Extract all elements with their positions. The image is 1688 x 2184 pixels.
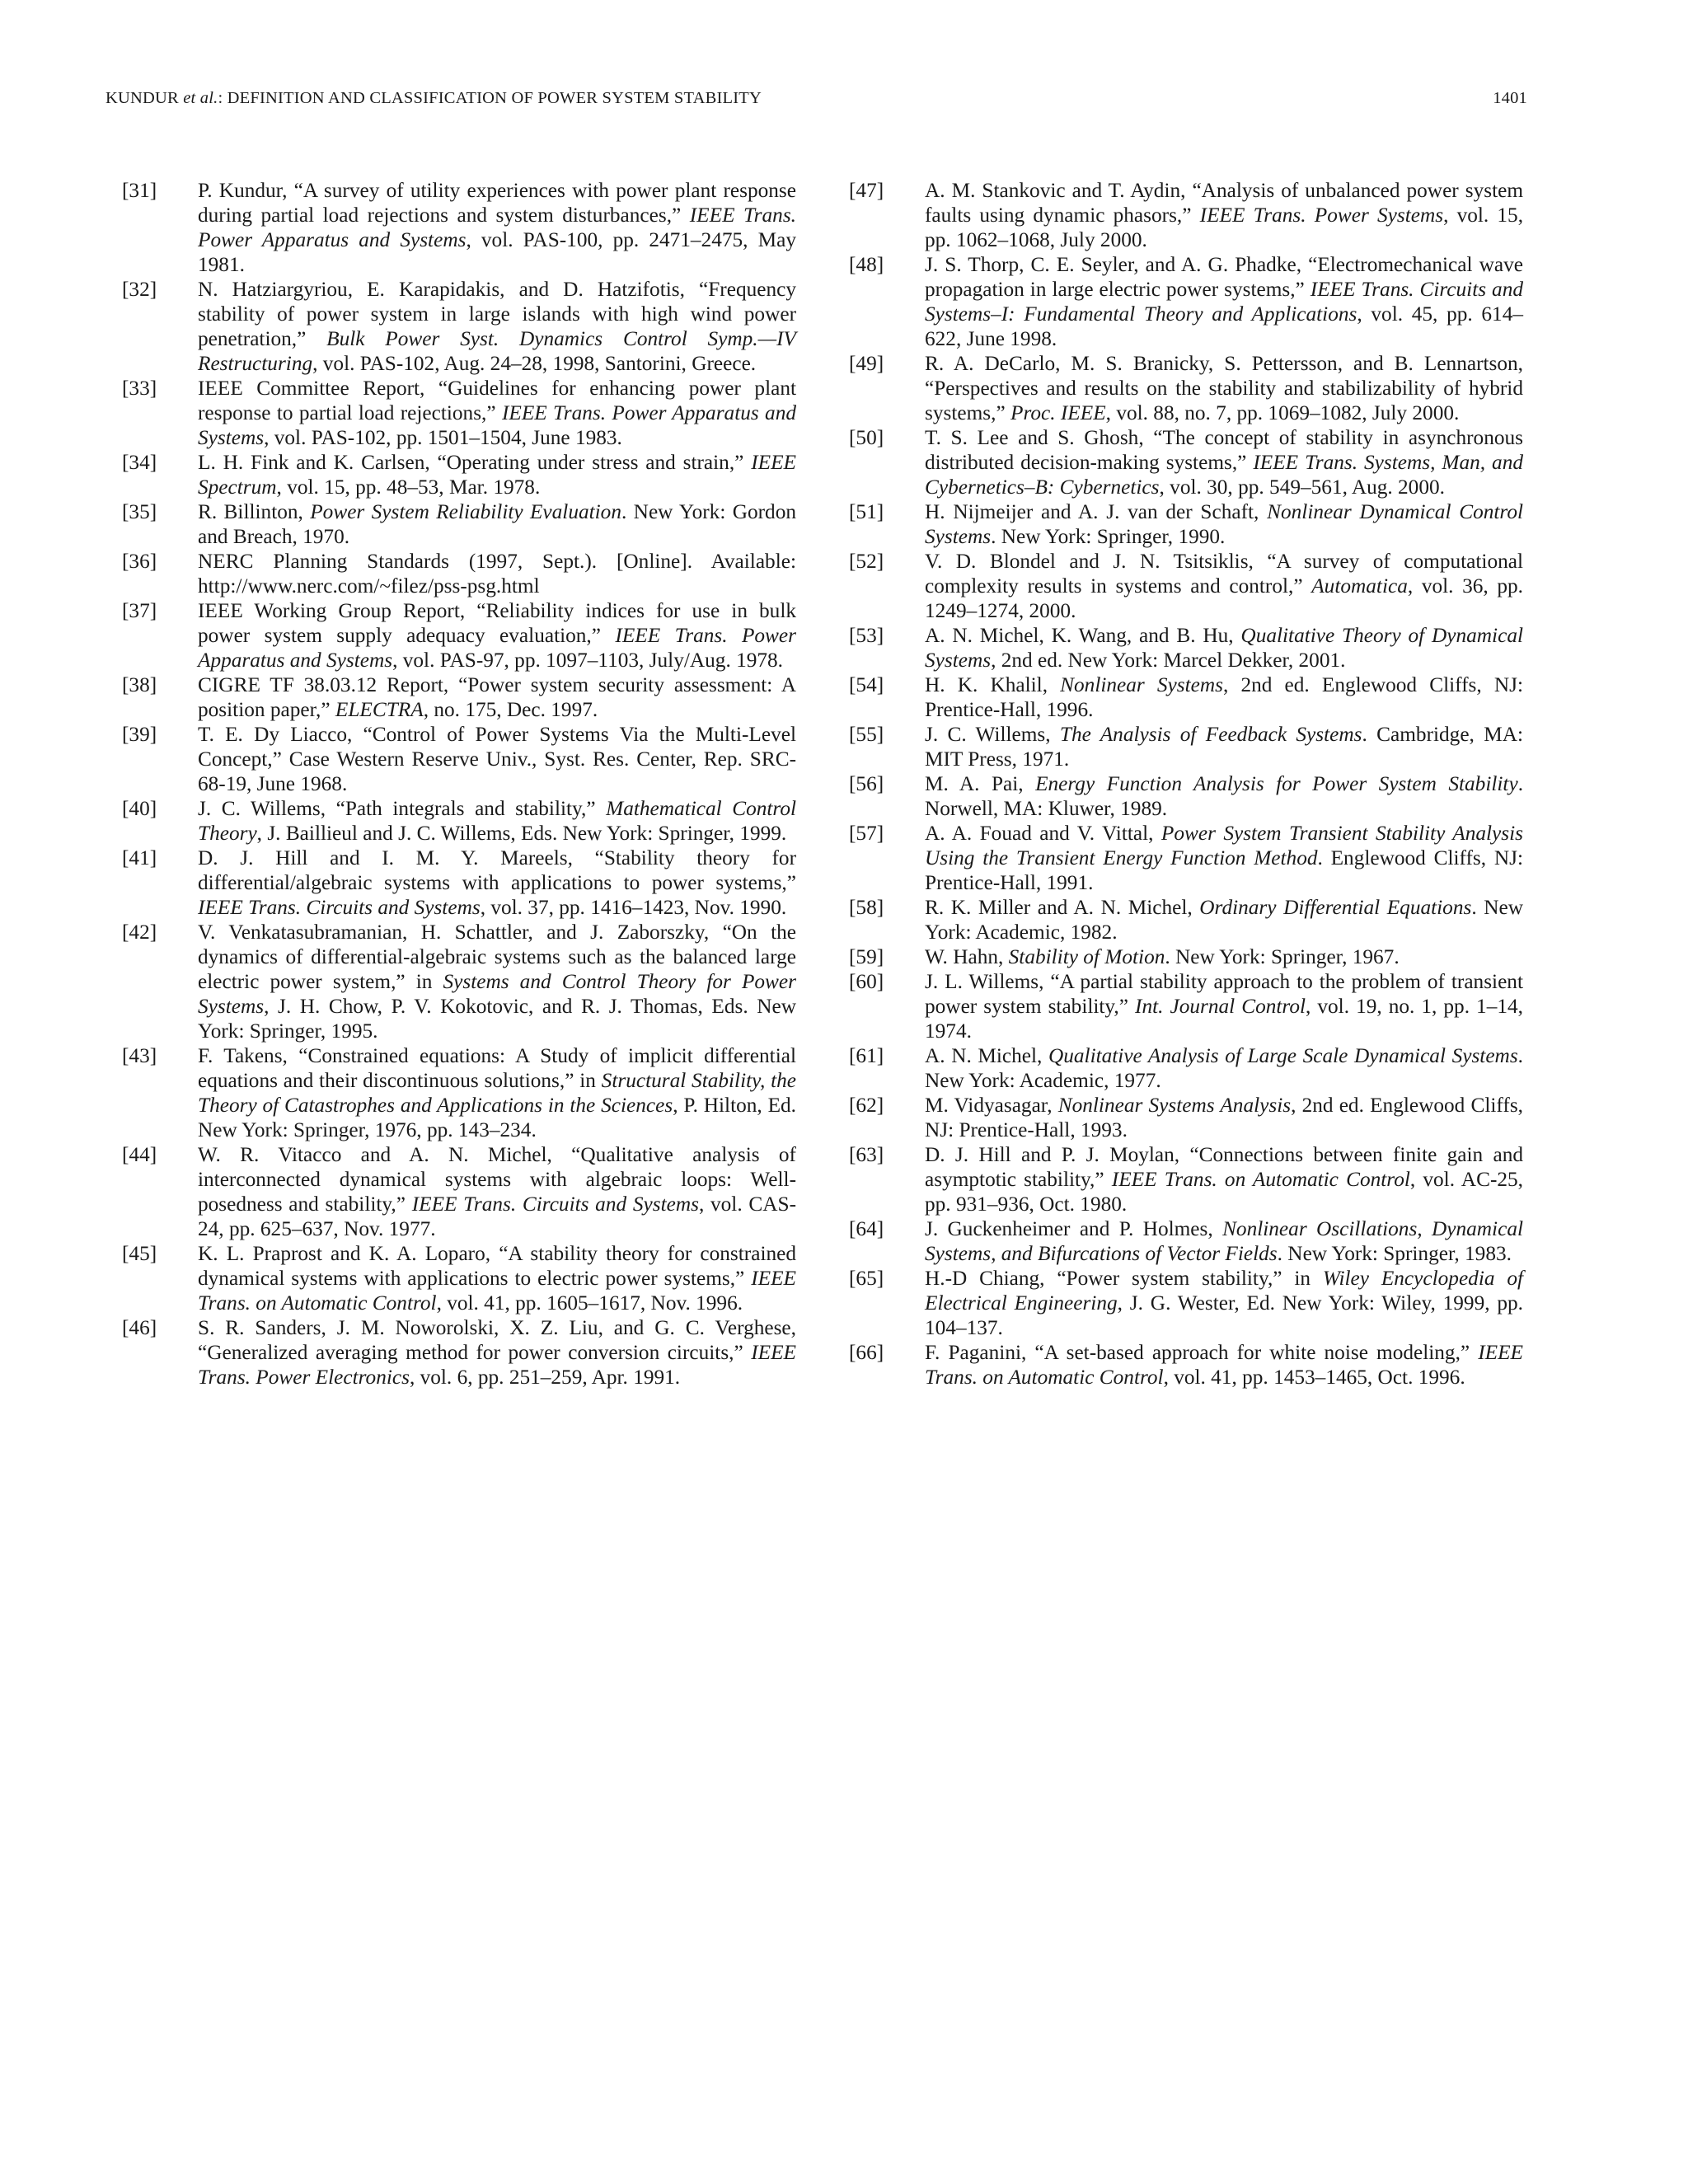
reference-text: , 2nd ed. New York: Marcel Dekker, 2001. [991,649,1346,672]
reference-text: , vol. 15, pp. 48–53, Mar. 1978. [276,476,541,499]
reference-text: , vol. 30, pp. 549–561, Aug. 2000. [1159,476,1445,499]
reference-source-italic: IEEE Trans. Systems, Man, and Cybernetics–B: Cybernetics [925,451,1523,499]
reference-text: , vol. 88, no. 7, pp. 1069–1082, July 2000. [1105,401,1460,424]
reference-item [122,277,796,376]
reference-source-italic: Wiley Encyclopedia of Electrical Engineering [925,1267,1523,1315]
reference-source-italic: Qualitative Analysis of Large Scale Dynamical Systems [1048,1044,1518,1067]
reference-source-italic: Bulk Power Syst. Dynamics Control Symp.—IV Restructuring [198,327,796,375]
reference-text: , vol. PAS-100, pp. 2471–2475, May 1981. [198,228,796,276]
references-right-column [849,178,1523,1390]
reference-text: , 2nd ed. Englewood Cliffs, NJ: Prentice-Hall, 1993. [925,1094,1523,1141]
reference-text: . New York: Gordon and Breach, 1970. [198,500,796,548]
reference-source-italic: Systems and Control Theory for Power Systems [198,970,796,1018]
reference-number: [56] [849,772,884,795]
reference-source-italic: Automatica [1311,574,1408,598]
reference-number: [47] [849,179,884,202]
reference-text: H.-D Chiang, “Power system stability,” in [925,1267,1323,1290]
reference-number: [60] [849,970,884,993]
reference-source-italic: ELECTRA [335,698,424,721]
reference-text: S. R. Sanders, J. M. Noworolski, X. Z. Liu, and G. C. Verghese, “Generalized averaging method for power conversion circuits,” [198,1316,796,1364]
running-title-rest: : DEFINITION AND CLASSIFICATION OF POWER SYSTEM STABILITY [218,89,762,107]
reference-item [849,1266,1523,1340]
reference-text: . Englewood Cliffs, NJ: Prentice-Hall, 1991. [925,846,1523,894]
reference-text: V. Venkatasubramanian, H. Schattler, and J. Zaborszky, “On the dynamics of differential-algebraic systems such as the balanced large electric power system,” in [198,921,796,993]
reference-text: J. C. Willems, [925,723,1060,746]
reference-text: . New York: Springer, 1967. [1165,945,1400,968]
reference-text: , vol. PAS-97, pp. 1097–1103, July/Aug. 1978. [392,649,784,672]
reference-item [122,796,796,846]
reference-number: [42] [122,921,157,944]
reference-text: IEEE Committee Report, “Guidelines for enhancing power plant response to partial load rejections,” [198,377,796,424]
reference-source-italic: Stability of Motion [1008,945,1165,968]
page-number: 1401 [1493,89,1527,107]
reference-text: , vol. 15, pp. 1062–1068, July 2000. [925,204,1524,251]
reference-source-italic: IEEE Trans. Power Apparatus and Systems [198,624,797,672]
reference-item [849,499,1523,549]
reference-item [122,722,796,796]
reference-item [122,450,796,499]
reference-text: CIGRE TF 38.03.12 Report, “Power system security assessment: A position paper,” [198,673,796,721]
reference-source-italic: Power System Transient Stability Analysis Using the Transient Energy Function Method [925,822,1523,869]
reference-source-italic: Qualitative Theory of Dynamical Systems [925,624,1523,672]
reference-item [122,499,796,549]
reference-number: [43] [122,1044,157,1067]
reference-number: [53] [849,624,884,647]
reference-number: [54] [849,673,884,696]
reference-text: F. Takens, “Constrained equations: A Study of implicit differential equations and their discontinuous solutions,” in [198,1044,796,1092]
reference-text: , vol. PAS-102, pp. 1501–1504, June 1983. [264,426,622,449]
reference-number: [65] [849,1267,884,1290]
reference-text: IEEE Working Group Report, “Reliability indices for use in bulk power system supply adequacy evaluation,” [198,599,796,647]
reference-item [849,821,1523,895]
reference-source-italic: IEEE Spectrum [198,451,796,499]
reference-text: R. A. DeCarlo, M. S. Branicky, S. Pettersson, and B. Lennartson, “Perspectives and results on the stability and stabilizability of hybrid systems,” [925,352,1523,424]
reference-item [122,1315,796,1390]
reference-number: [66] [849,1341,884,1364]
reference-number: [48] [849,253,884,276]
reference-item [849,549,1523,623]
reference-text: , vol. 45, pp. 614–622, June 1998. [925,302,1523,350]
reference-text: T. S. Lee and S. Ghosh, “The concept of stability in asynchronous distributed decision-making systems,” [925,426,1523,474]
reference-text: J. S. Thorp, C. E. Seyler, and A. G. Phadke, “Electromechanical wave propagation in large electric power systems,” [925,253,1523,301]
reference-source-italic: IEEE Trans. Power Apparatus and Systems [198,204,796,251]
reference-text: F. Paganini, “A set-based approach for white noise modeling,” [925,1341,1479,1364]
reference-item [849,351,1523,425]
reference-source-italic: IEEE Trans. on Automatic Control [925,1341,1523,1389]
reference-item [122,1241,796,1315]
reference-text: J. L. Willems, “A partial stability approach to the problem of transient power system stability,” [925,970,1523,1018]
reference-source-italic: IEEE Trans. Power Apparatus and Systems [198,401,796,449]
reference-text: , no. 175, Dec. 1997. [423,698,598,721]
reference-text: , 2nd ed. Englewood Cliffs, NJ: Prentice-Hall, 1996. [925,673,1523,721]
reference-item [849,722,1523,771]
reference-number: [50] [849,426,884,449]
reference-text: , P. Hilton, Ed. New York: Springer, 1976, pp. 143–234. [198,1094,796,1141]
reference-number: [34] [122,451,157,474]
reference-text: . Cambridge, MA: MIT Press, 1971. [925,723,1523,771]
reference-source-italic: Mathematical Control Theory [198,797,797,845]
reference-text: , vol. 6, pp. 251–259, Apr. 1991. [409,1366,681,1389]
reference-text: W. Hahn, [925,945,1009,968]
reference-item [122,846,796,920]
reference-source-italic: IEEE Trans. Circuits and Systems [198,896,481,919]
reference-text: , vol. 41, pp. 1605–1617, Nov. 1996. [436,1291,743,1315]
reference-text: . Norwell, MA: Kluwer, 1989. [925,772,1524,820]
reference-source-italic: IEEE Trans. Circuits and Systems [411,1193,699,1216]
reference-text: A. N. Michel, K. Wang, and B. Hu, [925,624,1241,647]
reference-number: [37] [122,599,157,622]
reference-text: , vol. AC-25, pp. 931–936, Oct. 1980. [925,1168,1523,1216]
reference-number: [59] [849,945,884,968]
reference-item [122,920,796,1043]
reference-text: . New York: Springer, 1983. [1277,1242,1512,1265]
reference-item [849,1093,1523,1142]
reference-item [122,1043,796,1142]
reference-text: V. D. Blondel and J. N. Tsitsiklis, “A survey of computational complexity results in systems and control,” [925,550,1523,598]
reference-text: A. A. Fouad and V. Vittal, [925,822,1161,845]
reference-number: [35] [122,500,157,523]
reference-number: [51] [849,500,884,523]
reference-source-italic: The Analysis of Feedback Systems [1059,723,1362,746]
reference-text: . New York: Academic, 1982. [925,896,1523,944]
reference-number: [64] [849,1217,884,1240]
reference-source-italic: Nonlinear Dynamical Control Systems [925,500,1523,548]
reference-number: [40] [122,797,157,820]
reference-text: , vol. CAS-24, pp. 625–637, Nov. 1977. [198,1193,796,1240]
reference-source-italic: Structural Stability, the Theory of Catastrophes and Applications in the Sciences [198,1069,796,1117]
reference-item [122,673,796,722]
reference-text: A. M. Stankovic and T. Aydin, “Analysis of unbalanced power system faults using dynamic phasors,” [925,179,1523,227]
reference-text: , vol. PAS-102, Aug. 24–28, 1998, Santorini, Greece. [312,352,757,375]
reference-text: M. Vidyasagar, [925,1094,1058,1117]
reference-source-italic: IEEE Trans. Power Electronics [198,1341,796,1389]
reference-text: M. A. Pai, [925,772,1036,795]
reference-number: [41] [122,846,157,869]
reference-number: [31] [122,179,157,202]
reference-item [849,623,1523,673]
reference-number: [33] [122,377,157,400]
reference-item [849,673,1523,722]
reference-item [849,178,1523,252]
reference-number: [63] [849,1143,884,1166]
reference-number: [45] [122,1242,157,1265]
reference-item [849,1043,1523,1093]
reference-text: , vol. 41, pp. 1453–1465, Oct. 1996. [1163,1366,1465,1389]
reference-item [849,771,1523,821]
reference-item [122,598,796,673]
running-title-author: KUNDUR [106,89,179,107]
reference-text: D. J. Hill and I. M. Y. Mareels, “Stability theory for differential/algebraic systems with applications to power systems,” [198,846,796,894]
reference-source-italic: IEEE Trans. Power Systems [1199,204,1444,227]
reference-text: K. L. Praprost and K. A. Loparo, “A stability theory for constrained dynamical systems with applications to electric power systems,” [198,1242,796,1290]
reference-number: [55] [849,723,884,746]
reference-item [849,1216,1523,1266]
reference-text: , vol. 37, pp. 1416–1423, Nov. 1990. [480,896,787,919]
reference-number: [62] [849,1094,884,1117]
reference-text: , J. G. Wester, Ed. New York: Wiley, 1999, pp. 104–137. [925,1291,1523,1339]
running-header [106,89,1527,114]
reference-text: NERC Planning Standards (1997, Sept.). [Online]. Available: http://www.nerc.com/~filez/pss-psg.html [198,550,796,598]
reference-number: [52] [849,550,884,573]
reference-item [849,252,1523,351]
reference-item [849,895,1523,944]
reference-text: R. K. Miller and A. N. Michel, [925,896,1200,919]
reference-source-italic: Ordinary Differential Equations [1199,896,1472,919]
reference-text: H. K. Khalil, [925,673,1061,696]
reference-text: J. C. Willems, “Path integrals and stability,” [198,797,607,820]
reference-source-italic: Power System Reliability Evaluation [310,500,621,523]
reference-number: [57] [849,822,884,845]
running-title-etal: et al. [183,89,218,107]
reference-number: [38] [122,673,157,696]
reference-text: A. N. Michel, [925,1044,1048,1067]
reference-text: L. H. Fink and K. Carlsen, “Operating under stress and strain,” [198,451,752,474]
reference-item [849,944,1523,969]
reference-text: , J. Baillieul and J. C. Willems, Eds. New York: Springer, 1999. [256,822,787,845]
reference-text: . New York: Springer, 1990. [991,525,1226,548]
reference-source-italic: Nonlinear Oscillations, Dynamical Systems, and Bifurcations of Vector Fields [925,1217,1523,1265]
reference-number: [61] [849,1044,884,1067]
reference-text: . New York: Academic, 1977. [925,1044,1523,1092]
reference-source-italic: Int. Journal Control [1135,995,1306,1018]
reference-text: , J. H. Chow, P. V. Kokotovic, and R. J. Thomas, Eds. New York: Springer, 1995. [198,995,796,1043]
reference-text: W. R. Vitacco and A. N. Michel, “Qualitative analysis of interconnected dynamical systems with algebraic loops: Well-posedness and stability,” [198,1143,796,1216]
reference-text: D. J. Hill and P. J. Moylan, “Connections between finite gain and asymptotic stability,” [925,1143,1523,1191]
reference-source-italic: Energy Function Analysis for Power System Stability [1035,772,1518,795]
reference-item [122,1142,796,1241]
reference-source-italic: IEEE Trans. Circuits and Systems–I: Fundamental Theory and Applications [925,278,1523,326]
references-left-column [122,178,796,1390]
reference-source-italic: Proc. IEEE [1010,401,1106,424]
reference-text: , vol. 19, no. 1, pp. 1–14, 1974. [925,995,1523,1043]
reference-text: H. Nijmeijer and A. J. van der Schaft, [925,500,1268,523]
reference-number: [44] [122,1143,157,1166]
reference-number: [49] [849,352,884,375]
reference-item [122,178,796,277]
reference-number: [32] [122,278,157,301]
reference-source-italic: Nonlinear Systems Analysis [1057,1094,1292,1117]
reference-text: P. Kundur, “A survey of utility experiences with power plant response during partial load rejections and system disturbances,” [198,179,796,227]
reference-item [122,376,796,450]
reference-text: T. E. Dy Liacco, “Control of Power Systems Via the Multi-Level Concept,” Case Western Reserve Univ., Syst. Res. Center, Rep. SRC-68-19, June 1968. [198,723,796,795]
reference-text: J. Guckenheimer and P. Holmes, [925,1217,1223,1240]
reference-number: [39] [122,723,157,746]
reference-item [849,969,1523,1043]
reference-source-italic: IEEE Trans. on Automatic Control [198,1267,796,1315]
reference-item [849,425,1523,499]
reference-number: [58] [849,896,884,919]
reference-item [122,549,796,598]
reference-item [849,1340,1523,1390]
reference-text: N. Hatziargyriou, E. Karapidakis, and D. Hatzifotis, “Frequency stability of power system in large islands with high wind power penetration,” [198,278,796,350]
reference-source-italic: Nonlinear Systems [1060,673,1223,696]
reference-text: , vol. 36, pp. 1249–1274, 2000. [925,574,1523,622]
reference-source-italic: IEEE Trans. on Automatic Control [1111,1168,1410,1191]
running-title [106,89,762,108]
reference-item [849,1142,1523,1216]
reference-text: R. Billinton, [198,500,311,523]
reference-number: [36] [122,550,157,573]
reference-number: [46] [122,1316,157,1339]
